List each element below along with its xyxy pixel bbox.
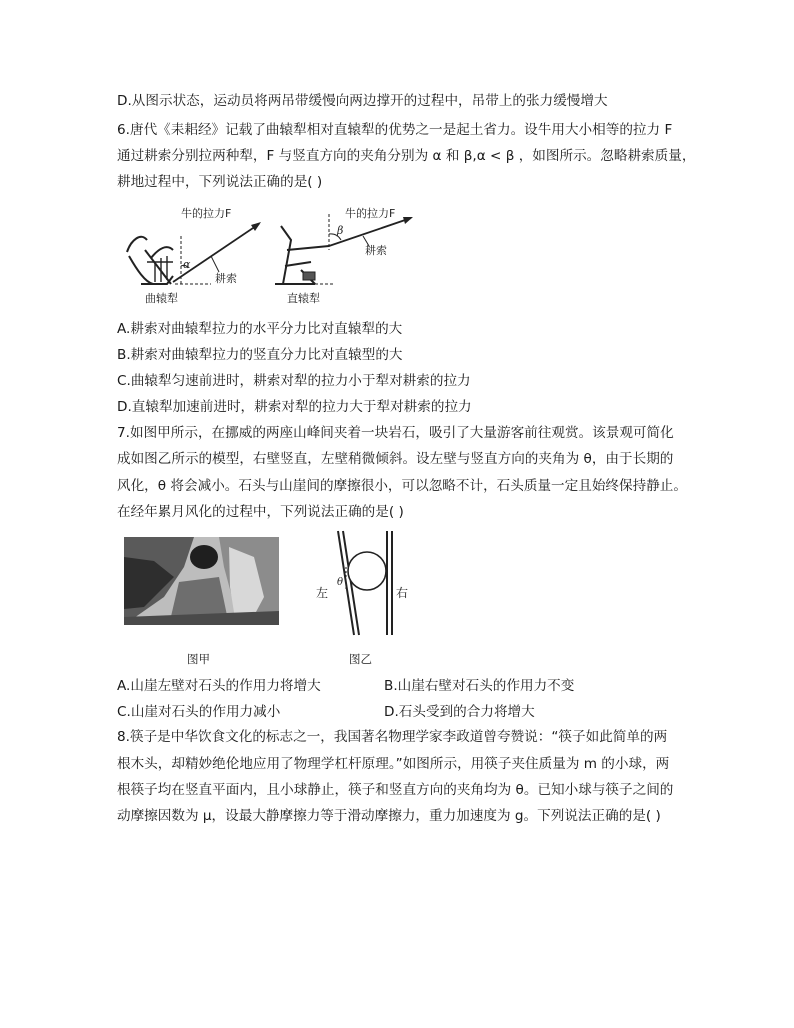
q5-option-d: D.从图示状态，运动员将两吊带缓慢向两边撑开的过程中，吊带上的张力缓慢增大 <box>117 93 608 109</box>
q6-plow-figure <box>115 200 425 310</box>
q6-stem-line-3: 耕地过程中，下列说法正确的是( ) <box>117 174 323 190</box>
right-angle-label: β <box>337 224 344 237</box>
q7-wall-model <box>310 527 420 639</box>
q7-option-d: D.石头受到的合力将增大 <box>384 704 535 720</box>
left-arrowhead <box>251 222 261 231</box>
q7-stem-line-3: 风化，θ 将会减小。石头与山崖间的摩擦很小，可以忽略不计，石头质量一定且始终保持静止。 <box>117 478 687 494</box>
left-force-label: 牛的拉力F <box>181 207 232 220</box>
q6-option-a: A.耕索对曲辕犁拉力的水平分力比对直辕犁的大 <box>117 321 403 337</box>
q7-photo-caption: 图甲 <box>187 652 210 666</box>
q7-rock-photo <box>124 537 279 625</box>
rock-photo-art <box>124 537 279 625</box>
q7-stem-line-1: 7.如图甲所示，在挪威的两座山峰间夹着一块岩石，吸引了大量游客前往观赏。该景观可简化 <box>117 425 674 441</box>
q8-stem-line-3: 根筷子均在竖直平面内，且小球静止，筷子和竖直方向的夹角均为 θ。已知小球与筷子之间的 <box>117 782 674 798</box>
left-plow-caption: 曲辕犁 <box>145 292 178 305</box>
q6-option-b: B.耕索对曲辕犁拉力的竖直分力比对直辕型的大 <box>117 347 403 363</box>
q7-stem-line-2: 成如图乙所示的模型，右壁竖直，左壁稍微倾斜。设左壁与竖直方向的夹角为 θ，由于长期的 <box>117 451 674 467</box>
right-arrowhead <box>403 217 413 224</box>
q7-option-a: A.山崖左壁对石头的作用力将增大 <box>117 678 321 694</box>
left-wall-label: 左 <box>316 586 329 600</box>
left-rope-label: 耕索 <box>215 272 237 285</box>
stone-circle <box>348 552 386 590</box>
q7-stem-line-4: 在经年累月风化的过程中，下列说法正确的是( ) <box>117 504 404 520</box>
q7-option-b: B.山崖右壁对石头的作用力不变 <box>384 678 575 694</box>
q7-option-c: C.山崖对石头的作用力减小 <box>117 704 281 720</box>
q8-stem-line-1: 8.筷子是中华饮食文化的标志之一，我国著名物理学家李政道曾夸赞说：“筷子如此简单的两 <box>117 729 668 745</box>
q7-model-caption: 图乙 <box>349 652 372 666</box>
q6-stem-line-2: 通过耕索分别拉两种犁，F 与竖直方向的夹角分别为 α 和 β,α < β ，如图所示。忽略耕索质量， <box>117 148 696 164</box>
q8-stem-line-4: 动摩擦因数为 μ，设最大静摩擦力等于滑动摩擦力，重力加速度为 g。下列说法正确的是( ) <box>117 808 661 824</box>
right-plow-caption: 直辕犁 <box>287 292 320 305</box>
curved-plow-drawing <box>127 237 173 284</box>
left-angle-label: α <box>183 258 191 271</box>
q6-option-d: D.直辕犁加速前进时，耕索对犁的拉力大于犁对耕索的拉力 <box>117 399 472 415</box>
right-force-label: 牛的拉力F <box>345 207 396 220</box>
right-wall-label: 右 <box>396 586 409 600</box>
q8-stem-line-2: 根木头，却精妙绝伦地应用了物理学杠杆原理。”如图所示，用筷子夹住质量为 m 的小球，两 <box>117 756 670 772</box>
q6-stem-line-1: 6.唐代《耒耜经》记载了曲辕犁相对直辕犁的优势之一是起土省力。设牛用大小相等的拉力 F <box>117 122 673 138</box>
theta-label: θ <box>337 577 344 588</box>
straight-plow-drawing <box>275 226 329 284</box>
q6-option-c: C.曲辕犁匀速前进时，耕索对犁的拉力小于犁对耕索的拉力 <box>117 373 471 389</box>
right-rope-label: 耕索 <box>365 244 387 257</box>
left-rope-pointer <box>211 256 219 272</box>
